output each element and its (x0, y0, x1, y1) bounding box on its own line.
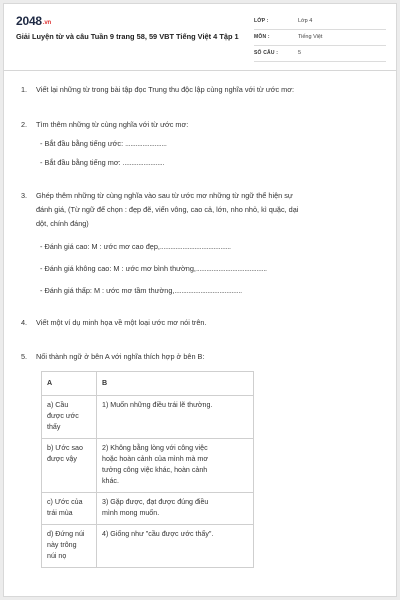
meta-value: 5 (298, 50, 302, 56)
idiom-cell (42, 396, 97, 439)
document-title: Giải Luyện từ và câu Tuần 9 trang 58, 59 VBT Tiếng Việt 4 Tập 1 (16, 32, 239, 41)
answer-label: - Bắt đầu bằng tiếng ước: (40, 139, 124, 148)
worksheet-page (3, 3, 397, 597)
table-row (42, 396, 254, 439)
cell-line: núi nọ (47, 552, 67, 560)
meaning-cell (97, 396, 254, 439)
question-text: Nối thành ngữ ở bên A với nghĩa thích hợp ở bên B: (36, 352, 205, 361)
answer-line (40, 285, 242, 296)
answer-label: - Bắt đầu bằng tiếng mơ: (40, 158, 121, 167)
meta-label: SỐ CÂU : (254, 50, 279, 56)
page-header (16, 14, 386, 62)
meaning-cell (97, 493, 254, 525)
question-text: Tìm thêm những từ cùng nghĩa với từ ước mơ: (36, 120, 189, 129)
idiom-cell (42, 525, 97, 568)
answer-label: - Đánh giá không cao: M : ước mơ bình thường, (40, 264, 196, 273)
cell-line: thấy (47, 423, 61, 431)
idiom-cell (42, 439, 97, 493)
cell-line: này trông (47, 541, 77, 549)
question-text: Viết một ví dụ minh họa về một loại ước mơ nói trên. (36, 318, 207, 327)
answer-blank[interactable]: ........................ (122, 158, 165, 167)
question-number: 5. (21, 352, 28, 361)
question-number: 4. (21, 318, 28, 327)
cell-line: được vậy (47, 455, 77, 463)
meta-label: MÔN : (254, 34, 270, 40)
cell-line: khác. (102, 477, 119, 485)
meta-value: Lớp 4 (298, 18, 313, 24)
meta-row-question-count (254, 46, 386, 62)
column-header-a: A (42, 372, 97, 396)
cell-line: a) Cầu (47, 401, 69, 409)
cell-line: 4) Giống như "cầu được ước thấy". (102, 530, 214, 538)
answer-blank[interactable]: ......................................... (159, 242, 231, 251)
meaning-cell (97, 525, 254, 568)
column-header-b: B (97, 372, 254, 396)
question-text: Viết lại những từ trong bài tập đọc Trung thu độc lập cùng nghĩa với từ ước mơ: (36, 85, 295, 94)
site-logo[interactable] (16, 14, 51, 28)
meaning-cell (97, 439, 254, 493)
cell-line: 2) Không bằng lòng với công việc (102, 444, 208, 452)
logo-suffix: .vn (42, 20, 51, 26)
meta-row-grade (254, 14, 386, 30)
header-divider (4, 70, 396, 71)
cell-line: tưởng công việc khác, hoàn cảnh (102, 466, 208, 474)
answer-line (40, 263, 267, 274)
cell-line: hoặc hoàn cảnh của mình mà mơ (102, 455, 208, 463)
table-row (42, 525, 254, 568)
question-number: 1. (21, 85, 28, 94)
cell-line: trái mùa (47, 509, 73, 517)
cell-line: 3) Gặp được, đạt được đúng điều (102, 498, 209, 506)
cell-line: 1) Muốn những điều trái lẽ thường. (102, 401, 213, 409)
idiom-cell (42, 493, 97, 525)
logo-text: 2048 (16, 14, 42, 28)
answer-blank[interactable]: ........................ (125, 139, 167, 148)
answer-blank[interactable]: ......................................... (195, 264, 267, 273)
question-text-line: dột, chính đáng) (36, 219, 89, 228)
answer-label: - Đánh giá thấp: M : ước mơ tầm thường, (40, 286, 175, 295)
question-text-line: Ghép thêm những từ cùng nghĩa vào sau từ ước mơ những từ ngữ thể hiện sự (36, 191, 293, 200)
cell-line: được ước (47, 412, 79, 420)
cell-line: b) Ước sao (47, 444, 83, 452)
table-row (42, 493, 254, 525)
question-text-line: đánh giá, (Từ ngữ để chọn : đẹp đẽ, viển vông, cao cả, lớn, nho nhỏ, kì quặc, dại (36, 205, 299, 214)
cell-line: d) Đứng núi (47, 530, 85, 538)
meta-value: Tiếng Việt (298, 34, 323, 40)
answer-blank[interactable]: ....................................... (174, 286, 242, 295)
meta-label: LỚP : (254, 18, 269, 24)
answer-line (40, 157, 164, 168)
cell-line: mình mong muốn. (102, 509, 160, 517)
cell-line: c) Ước của (47, 498, 83, 506)
table-row (42, 439, 254, 493)
question-number: 3. (21, 191, 28, 200)
question-number: 2. (21, 120, 28, 129)
matching-table (41, 371, 254, 568)
answer-label: - Đánh giá cao: M : ước mơ cao đẹp, (40, 242, 160, 251)
meta-info (254, 14, 386, 62)
table-header-row (42, 372, 254, 396)
answer-line (40, 138, 167, 149)
meta-row-subject (254, 30, 386, 46)
answer-line (40, 241, 231, 252)
